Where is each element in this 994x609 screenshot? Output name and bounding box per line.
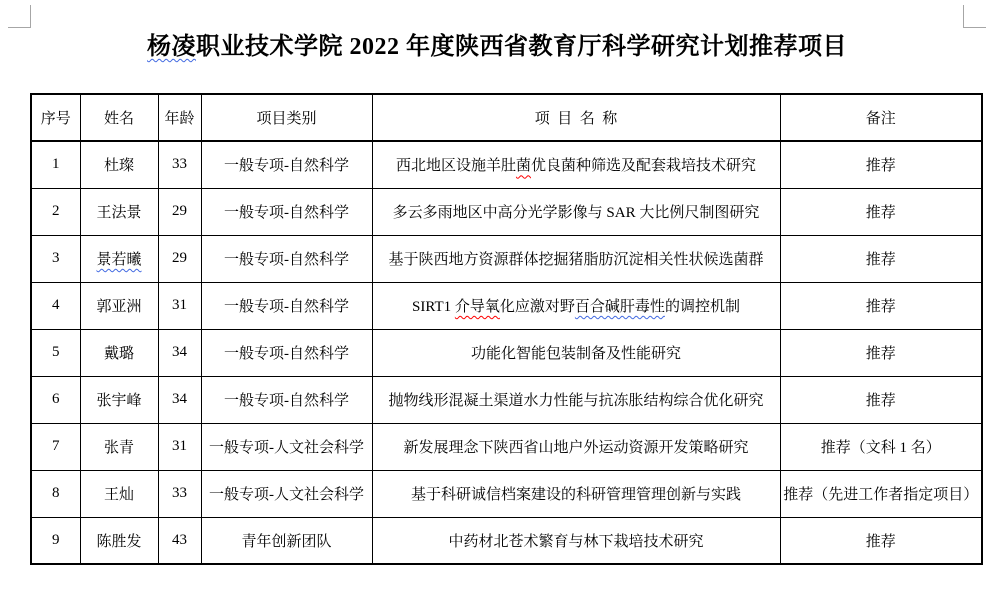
- column-header: 项目类别: [201, 94, 372, 141]
- project-name-cell: [372, 329, 780, 376]
- seq-cell: 8: [31, 470, 80, 517]
- remark-cell: 推荐: [780, 282, 982, 329]
- seq-cell: 3: [31, 235, 80, 282]
- remark-cell: 推荐: [780, 141, 982, 188]
- remark-cell: 推荐: [780, 188, 982, 235]
- seq-cell: 7: [31, 423, 80, 470]
- age-cell: 34: [158, 329, 201, 376]
- text-segment: 基于科研诚信档案建设的科研管理管理创新与实践: [410, 487, 741, 503]
- project-name-cell: [372, 141, 780, 188]
- spellcheck-red-squiggle-text: 介导氧: [454, 299, 500, 315]
- projects-table: [30, 93, 983, 565]
- project-name-cell: [372, 376, 780, 423]
- text-segment: 优良菌种筛选及配套栽培技术研究: [531, 158, 757, 175]
- column-header: 序号: [31, 94, 80, 141]
- category-cell: 一般专项-自然科学: [201, 141, 372, 188]
- text-segment: 戴璐: [103, 346, 134, 362]
- project-name-cell: [372, 423, 780, 470]
- text-segment: 王法景: [96, 205, 142, 221]
- age-cell: 31: [158, 423, 201, 470]
- name-cell: [80, 329, 158, 376]
- text-boundary-mark-top-left: [8, 5, 31, 28]
- table-row: [31, 329, 982, 376]
- project-name-cell: [372, 235, 780, 282]
- remark-cell: 推荐: [780, 235, 982, 282]
- remark-cell: 推荐（先进工作者指定项目）: [780, 470, 982, 517]
- text-segment: 郭亚洲: [96, 299, 142, 315]
- text-segment: SIRT1: [412, 299, 455, 315]
- age-cell: 33: [158, 141, 201, 188]
- column-header: 年龄: [158, 94, 201, 141]
- text-segment: 基于陕西地方资源群体挖掘猪脂肪沉淀相关性状候选菌群: [388, 252, 764, 268]
- text-segment: 杜璨: [103, 158, 134, 175]
- project-name-cell: [372, 470, 780, 517]
- table-row: [31, 282, 982, 329]
- category-cell: 一般专项-自然科学: [201, 235, 372, 282]
- age-cell: 34: [158, 376, 201, 423]
- seq-cell: 9: [31, 517, 80, 564]
- table-header: [31, 94, 982, 141]
- document-title: [0, 0, 994, 63]
- text-segment: 的调控机制: [664, 299, 740, 315]
- text-boundary-mark-top-right: [963, 5, 986, 28]
- header-row: [31, 94, 982, 141]
- table-row: [31, 470, 982, 517]
- age-cell: 29: [158, 235, 201, 282]
- category-cell: 青年创新团队: [201, 517, 372, 564]
- text-segment: 化应激对野: [499, 299, 575, 315]
- remark-cell: 推荐（文科 1 名）: [780, 423, 982, 470]
- project-name-cell: [372, 188, 780, 235]
- category-cell: 一般专项-自然科学: [201, 188, 372, 235]
- table-body: [31, 141, 982, 564]
- seq-cell: 4: [31, 282, 80, 329]
- project-name-cell: [372, 282, 780, 329]
- remark-cell: 推荐: [780, 329, 982, 376]
- seq-cell: 2: [31, 188, 80, 235]
- text-segment: 王灿: [103, 487, 134, 503]
- column-header: 姓名: [80, 94, 158, 141]
- text-segment: 张宇峰: [96, 393, 142, 409]
- age-cell: 29: [158, 188, 201, 235]
- column-header: 备注: [780, 94, 982, 141]
- table-row: [31, 141, 982, 188]
- seq-cell: 1: [31, 141, 80, 188]
- table-row: [31, 376, 982, 423]
- text-segment: 陈胜发: [96, 533, 142, 550]
- spellcheck-blue-squiggle-text: 景若曦: [96, 252, 142, 268]
- table-row: [31, 423, 982, 470]
- remark-cell: 推荐: [780, 517, 982, 564]
- name-cell: [80, 423, 158, 470]
- name-cell: [80, 141, 158, 188]
- category-cell: 一般专项-人文社会科学: [201, 470, 372, 517]
- text-segment: 多云多雨地区中高分光学影像与 SAR 大比例尺制图研究: [392, 205, 760, 221]
- text-segment: 功能化智能包装制备及性能研究: [470, 346, 681, 362]
- name-cell: [80, 376, 158, 423]
- age-cell: 43: [158, 517, 201, 564]
- name-cell: [80, 282, 158, 329]
- category-cell: 一般专项-自然科学: [201, 282, 372, 329]
- text-segment: 西北地区设施羊肚: [395, 158, 516, 175]
- name-cell: [80, 235, 158, 282]
- name-cell: [80, 517, 158, 564]
- category-cell: 一般专项-自然科学: [201, 376, 372, 423]
- text-segment: 新发展理念下陕西省山地户外运动资源开发策略研究: [403, 440, 749, 456]
- text-segment: 职业技术学院 2022 年度陕西省教育厅科学研究计划推荐项目: [196, 34, 847, 60]
- seq-cell: 6: [31, 376, 80, 423]
- text-segment: 中药材北苍术繁育与林下栽培技术研究: [448, 533, 704, 550]
- table-row: [31, 517, 982, 564]
- name-cell: [80, 470, 158, 517]
- column-header: 项 目 名 称: [372, 94, 780, 141]
- table-row: [31, 188, 982, 235]
- seq-cell: 5: [31, 329, 80, 376]
- project-name-cell: [372, 517, 780, 564]
- category-cell: 一般专项-人文社会科学: [201, 423, 372, 470]
- age-cell: 31: [158, 282, 201, 329]
- name-cell: [80, 188, 158, 235]
- text-segment: 张青: [103, 440, 134, 456]
- spellcheck-red-squiggle-text: 菌: [515, 158, 531, 175]
- remark-cell: 推荐: [780, 376, 982, 423]
- spellcheck-blue-squiggle-text: 百合碱肝毒性: [574, 299, 665, 315]
- text-segment: 抛物线形混凝土渠道水力性能与抗冻胀结构综合优化研究: [388, 393, 764, 409]
- category-cell: 一般专项-自然科学: [201, 329, 372, 376]
- age-cell: 33: [158, 470, 201, 517]
- table-row: [31, 235, 982, 282]
- spellcheck-blue-squiggle-text: 杨凌: [147, 34, 196, 60]
